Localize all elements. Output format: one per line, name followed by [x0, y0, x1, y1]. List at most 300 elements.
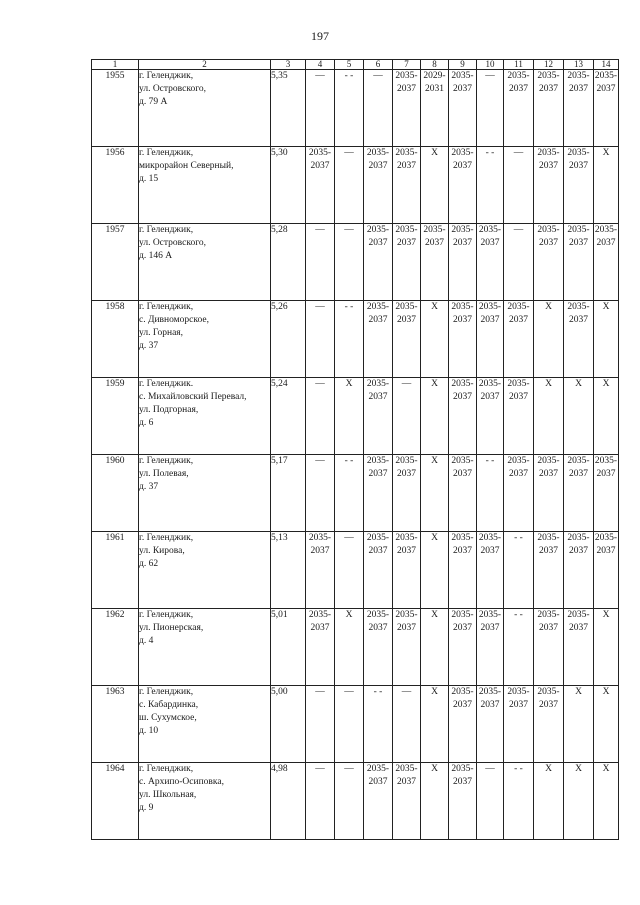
- schedule-cell-col-4: [306, 224, 335, 301]
- schedule-value: 2037: [569, 315, 588, 325]
- schedule-cell-col-5: [335, 455, 364, 532]
- address-line: ш. Сухумское,: [139, 713, 197, 723]
- schedule-cell-col-6: [364, 455, 393, 532]
- schedule-cell-col-14: [594, 686, 619, 763]
- schedule-value: —: [315, 225, 325, 235]
- schedule-cell-col-6: [364, 532, 393, 609]
- schedule-cell-col-12: [534, 455, 564, 532]
- row-number: 1957: [92, 224, 139, 301]
- schedule-value: 2037: [397, 469, 416, 479]
- schedule-cell-col-9: [449, 224, 477, 301]
- column-header-2: 2: [139, 60, 271, 70]
- schedule-value: —: [401, 379, 412, 389]
- schedule-cell-col-12: [534, 301, 564, 378]
- schedule-value: X: [431, 148, 438, 158]
- schedule-value: - -: [344, 71, 354, 81]
- address-line: д. 62: [139, 559, 159, 569]
- register-table: [91, 59, 619, 840]
- address-cell: [139, 224, 271, 301]
- schedule-value: X: [345, 379, 353, 389]
- address-line: г. Геленджик,: [139, 225, 194, 235]
- schedule-cell-col-13: [564, 224, 594, 301]
- schedule-cell-col-14: [594, 224, 619, 301]
- schedule-value: —: [344, 764, 354, 774]
- schedule-value: 2035-: [567, 148, 590, 158]
- address-line: ул. Подгорная,: [139, 405, 199, 415]
- schedule-value: 2035-: [366, 225, 390, 235]
- schedule-value: 2037: [453, 546, 472, 556]
- schedule-value: 2035-: [366, 148, 390, 158]
- schedule-value: - -: [485, 456, 495, 466]
- schedule-value: 2037: [453, 700, 472, 710]
- schedule-value: 2035-: [567, 456, 590, 466]
- schedule-value: 2037: [397, 161, 416, 171]
- schedule-cell-col-4: [306, 609, 335, 686]
- address-line: с. Михайловский Перевал,: [139, 392, 247, 402]
- schedule-value: 2037: [368, 161, 388, 171]
- address-line: д. 6: [139, 418, 154, 428]
- schedule-cell-col-13: [564, 532, 594, 609]
- schedule-cell-col-10: [477, 455, 504, 532]
- schedule-value: 2035-: [451, 302, 474, 312]
- value-cell: 5,01: [271, 609, 306, 686]
- schedule-value: - -: [485, 148, 495, 158]
- schedule-value: 2031: [425, 84, 444, 94]
- schedule-cell-col-7: [393, 686, 421, 763]
- schedule-value: 2037: [425, 238, 444, 248]
- schedule-value: 2037: [453, 84, 472, 94]
- table-row: [92, 147, 619, 224]
- address-line: д. 79 А: [139, 97, 168, 107]
- schedule-value: —: [315, 71, 325, 81]
- schedule-cell-col-5: [335, 70, 364, 147]
- schedule-value: 2035-: [537, 225, 560, 235]
- schedule-value: 2037: [539, 161, 558, 171]
- schedule-value: X: [575, 764, 582, 774]
- schedule-value: 2035-: [451, 148, 474, 158]
- schedule-cell-col-10: [477, 686, 504, 763]
- schedule-cell-col-9: [449, 686, 477, 763]
- address-cell: [139, 532, 271, 609]
- schedule-value: 2035-: [507, 302, 530, 312]
- schedule-value: —: [315, 456, 325, 466]
- schedule-value: 2035-: [395, 533, 418, 543]
- schedule-value: 2037: [397, 546, 416, 556]
- schedule-value: 2037: [539, 546, 558, 556]
- schedule-value: X: [431, 533, 438, 543]
- schedule-value: 2035-: [451, 687, 474, 697]
- schedule-value: 2035-: [366, 610, 390, 620]
- column-header-9: 9: [449, 60, 477, 70]
- address-cell: [139, 455, 271, 532]
- schedule-cell-col-14: [594, 763, 619, 840]
- schedule-cell-col-9: [449, 70, 477, 147]
- column-header-4: 4: [306, 60, 335, 70]
- address-line: д. 146 А: [139, 251, 173, 261]
- table-header: [92, 60, 619, 70]
- schedule-cell-col-11: [504, 609, 534, 686]
- schedule-value: 2035-: [537, 71, 560, 81]
- schedule-value: 2035-: [537, 687, 560, 697]
- schedule-value: 2035-: [366, 302, 390, 312]
- schedule-cell-col-4: [306, 532, 335, 609]
- schedule-value: 2035-: [507, 687, 530, 697]
- schedule-cell-col-8: [421, 686, 449, 763]
- schedule-cell-col-7: [393, 301, 421, 378]
- schedule-cell-col-12: [534, 532, 564, 609]
- schedule-cell-col-6: [364, 763, 393, 840]
- schedule-value: 2035-: [537, 148, 560, 158]
- schedule-cell-col-13: [564, 686, 594, 763]
- schedule-value: 2037: [453, 777, 472, 787]
- schedule-value: 2037: [596, 469, 616, 479]
- schedule-cell-col-5: [335, 378, 364, 455]
- schedule-value: 2037: [596, 84, 616, 94]
- table-row: [92, 763, 619, 840]
- schedule-value: 2037: [596, 238, 616, 248]
- address-line: ул. Островского,: [139, 84, 206, 94]
- schedule-value: 2037: [539, 84, 558, 94]
- value-cell: 5,30: [271, 147, 306, 224]
- schedule-value: X: [602, 379, 610, 389]
- schedule-cell-col-6: [364, 224, 393, 301]
- schedule-cell-col-5: [335, 763, 364, 840]
- schedule-cell-col-12: [534, 147, 564, 224]
- schedule-cell-col-11: [504, 301, 534, 378]
- schedule-value: 2035-: [308, 148, 332, 158]
- schedule-cell-col-9: [449, 532, 477, 609]
- schedule-value: 2037: [539, 469, 558, 479]
- address-cell: [139, 378, 271, 455]
- column-header-6: 6: [364, 60, 393, 70]
- table-row: [92, 609, 619, 686]
- value-cell: 5,24: [271, 378, 306, 455]
- address-line: с. Дивноморское,: [139, 315, 209, 325]
- schedule-cell-col-14: [594, 532, 619, 609]
- schedule-value: X: [545, 302, 552, 312]
- table-body: [92, 70, 619, 840]
- schedule-cell-col-12: [534, 70, 564, 147]
- schedule-cell-col-10: [477, 147, 504, 224]
- row-number: 1956: [92, 147, 139, 224]
- schedule-value: 2037: [310, 623, 330, 633]
- schedule-value: 2035-: [395, 610, 418, 620]
- schedule-cell-col-8: [421, 609, 449, 686]
- address-line: ул. Пионерская,: [139, 623, 204, 633]
- schedule-value: 2037: [368, 315, 388, 325]
- schedule-value: 2035-: [478, 379, 502, 389]
- schedule-value: 2035-: [507, 71, 530, 81]
- schedule-cell-col-13: [564, 70, 594, 147]
- row-number: 1959: [92, 378, 139, 455]
- value-cell: 5,35: [271, 70, 306, 147]
- schedule-value: - -: [344, 302, 354, 312]
- column-header-3: 3: [271, 60, 306, 70]
- row-number: 1963: [92, 686, 139, 763]
- schedule-value: 2035-: [451, 71, 474, 81]
- schedule-value: 2037: [509, 469, 528, 479]
- schedule-cell-col-5: [335, 609, 364, 686]
- schedule-cell-col-12: [534, 686, 564, 763]
- address-line: ул. Полевая,: [139, 469, 189, 479]
- column-header-7: 7: [393, 60, 421, 70]
- schedule-value: 2035-: [594, 225, 618, 235]
- address-line: г. Геленджик,: [139, 687, 194, 697]
- schedule-value: 2035-: [478, 302, 502, 312]
- schedule-value: 2037: [368, 392, 388, 402]
- value-cell: 5,00: [271, 686, 306, 763]
- schedule-value: 2037: [480, 546, 500, 556]
- value-cell: 5,17: [271, 455, 306, 532]
- schedule-value: 2035-: [451, 533, 474, 543]
- schedule-value: 2029-: [423, 71, 446, 81]
- schedule-cell-col-12: [534, 609, 564, 686]
- schedule-value: - -: [514, 610, 523, 620]
- schedule-value: 2035-: [594, 533, 618, 543]
- schedule-cell-col-13: [564, 378, 594, 455]
- schedule-value: 2035-: [594, 456, 618, 466]
- schedule-value: 2037: [310, 161, 330, 171]
- schedule-cell-col-7: [393, 147, 421, 224]
- address-line: микрорайон Северный,: [139, 161, 234, 171]
- schedule-value: 2037: [509, 315, 528, 325]
- schedule-value: 2035-: [395, 71, 418, 81]
- schedule-value: 2037: [453, 161, 472, 171]
- schedule-value: 2037: [368, 238, 388, 248]
- schedule-value: 2037: [368, 469, 388, 479]
- address-cell: [139, 686, 271, 763]
- address-line: г. Геленджик,: [139, 764, 194, 774]
- column-header-11: 11: [504, 60, 534, 70]
- schedule-value: —: [513, 225, 524, 235]
- schedule-cell-col-8: [421, 224, 449, 301]
- schedule-value: X: [602, 687, 610, 697]
- schedule-value: —: [401, 687, 412, 697]
- schedule-cell-col-8: [421, 70, 449, 147]
- schedule-cell-col-4: [306, 378, 335, 455]
- schedule-value: 2037: [569, 623, 588, 633]
- schedule-cell-col-6: [364, 686, 393, 763]
- column-header-8: 8: [421, 60, 449, 70]
- schedule-cell-col-13: [564, 455, 594, 532]
- address-line: ул. Кирова,: [139, 546, 185, 556]
- schedule-value: 2035-: [451, 764, 474, 774]
- schedule-value: 2035-: [451, 225, 474, 235]
- schedule-cell-col-7: [393, 455, 421, 532]
- schedule-value: 2037: [453, 623, 472, 633]
- schedule-value: —: [315, 302, 325, 312]
- schedule-value: 2037: [480, 315, 500, 325]
- schedule-value: 2037: [397, 84, 416, 94]
- schedule-value: 2037: [453, 392, 472, 402]
- schedule-value: —: [315, 379, 325, 389]
- schedule-cell-col-11: [504, 224, 534, 301]
- schedule-cell-col-11: [504, 70, 534, 147]
- schedule-value: 2035-: [366, 379, 390, 389]
- schedule-value: 2035-: [567, 610, 590, 620]
- schedule-cell-col-9: [449, 455, 477, 532]
- row-number: 1962: [92, 609, 139, 686]
- address-line: ул. Школьная,: [139, 790, 197, 800]
- schedule-cell-col-8: [421, 532, 449, 609]
- address-line: с. Архипо-Осиповка,: [139, 777, 224, 787]
- schedule-value: 2037: [397, 315, 416, 325]
- table-row: [92, 301, 619, 378]
- schedule-value: 2037: [569, 161, 588, 171]
- schedule-value: 2035-: [507, 379, 530, 389]
- address-line: д. 15: [139, 174, 159, 184]
- table-row: [92, 455, 619, 532]
- schedule-cell-col-8: [421, 147, 449, 224]
- schedule-cell-col-9: [449, 147, 477, 224]
- schedule-value: 2035-: [537, 610, 560, 620]
- address-line: с. Кабардинка,: [139, 700, 199, 710]
- schedule-value: —: [344, 687, 354, 697]
- schedule-cell-col-13: [564, 147, 594, 224]
- schedule-cell-col-6: [364, 378, 393, 455]
- schedule-cell-col-5: [335, 224, 364, 301]
- schedule-value: - -: [373, 687, 383, 697]
- schedule-value: —: [373, 71, 383, 81]
- schedule-value: 2037: [480, 392, 500, 402]
- schedule-value: 2035-: [537, 533, 560, 543]
- column-header-14: 14: [594, 60, 619, 70]
- schedule-value: X: [602, 764, 610, 774]
- schedule-value: 2035-: [478, 610, 502, 620]
- schedule-cell-col-11: [504, 455, 534, 532]
- schedule-value: 2035-: [451, 379, 474, 389]
- schedule-value: 2037: [480, 238, 500, 248]
- schedule-cell-col-6: [364, 70, 393, 147]
- address-line: г. Геленджик,: [139, 71, 194, 81]
- schedule-value: 2037: [453, 469, 472, 479]
- schedule-value: X: [431, 456, 438, 466]
- address-line: д. 37: [139, 341, 159, 351]
- schedule-cell-col-6: [364, 147, 393, 224]
- address-cell: [139, 763, 271, 840]
- address-line: д. 37: [139, 482, 159, 492]
- schedule-value: 2037: [453, 238, 472, 248]
- schedule-value: 2035-: [366, 533, 390, 543]
- schedule-value: 2037: [397, 623, 416, 633]
- table-row: [92, 532, 619, 609]
- schedule-cell-col-10: [477, 378, 504, 455]
- schedule-cell-col-14: [594, 70, 619, 147]
- schedule-value: X: [602, 148, 610, 158]
- schedule-cell-col-11: [504, 763, 534, 840]
- page-number: 197: [311, 29, 329, 43]
- schedule-cell-col-4: [306, 763, 335, 840]
- schedule-value: 2037: [569, 84, 588, 94]
- schedule-value: 2035-: [594, 71, 618, 81]
- schedule-value: X: [431, 764, 438, 774]
- schedule-value: 2037: [368, 623, 388, 633]
- schedule-value: 2035-: [451, 610, 474, 620]
- column-header-10: 10: [477, 60, 504, 70]
- schedule-value: 2037: [480, 700, 500, 710]
- address-line: г. Геленджик,: [139, 302, 194, 312]
- schedule-value: —: [513, 148, 524, 158]
- schedule-value: - -: [344, 456, 354, 466]
- schedule-value: 2037: [310, 546, 330, 556]
- schedule-value: 2037: [368, 546, 388, 556]
- schedule-cell-col-11: [504, 378, 534, 455]
- schedule-cell-col-8: [421, 301, 449, 378]
- row-number: 1955: [92, 70, 139, 147]
- schedule-cell-col-9: [449, 378, 477, 455]
- schedule-value: —: [344, 148, 354, 158]
- schedule-cell-col-14: [594, 301, 619, 378]
- value-cell: 5,13: [271, 532, 306, 609]
- schedule-value: 2035-: [537, 456, 560, 466]
- schedule-value: 2037: [509, 84, 528, 94]
- schedule-cell-col-8: [421, 763, 449, 840]
- schedule-cell-col-11: [504, 532, 534, 609]
- schedule-value: 2037: [539, 700, 558, 710]
- schedule-cell-col-5: [335, 147, 364, 224]
- schedule-cell-col-8: [421, 455, 449, 532]
- schedule-cell-col-11: [504, 147, 534, 224]
- schedule-value: 2037: [569, 546, 588, 556]
- schedule-value: —: [485, 71, 495, 81]
- address-line: г. Геленджик,: [139, 533, 194, 543]
- row-number: 1961: [92, 532, 139, 609]
- address-cell: [139, 70, 271, 147]
- address-line: г. Геленджик,: [139, 148, 194, 158]
- schedule-value: X: [431, 379, 438, 389]
- schedule-value: 2035-: [395, 148, 418, 158]
- address-line: ул. Островского,: [139, 238, 206, 248]
- schedule-value: 2035-: [567, 225, 590, 235]
- schedule-cell-col-10: [477, 609, 504, 686]
- schedule-value: X: [602, 302, 610, 312]
- schedule-cell-col-12: [534, 763, 564, 840]
- schedule-value: 2037: [397, 777, 416, 787]
- schedule-value: X: [602, 610, 610, 620]
- row-number: 1958: [92, 301, 139, 378]
- address-line: г. Геленджик,: [139, 610, 194, 620]
- schedule-cell-col-4: [306, 455, 335, 532]
- column-header-5: 5: [335, 60, 364, 70]
- schedule-value: 2035-: [567, 533, 590, 543]
- address-line: г. Геленджик.: [139, 379, 194, 389]
- value-cell: 4,98: [271, 763, 306, 840]
- address-line: д. 4: [139, 636, 154, 646]
- schedule-cell-col-10: [477, 224, 504, 301]
- schedule-value: 2037: [480, 623, 500, 633]
- schedule-value: 2037: [368, 777, 388, 787]
- row-number: 1960: [92, 455, 139, 532]
- schedule-value: —: [315, 687, 325, 697]
- schedule-value: 2035-: [366, 764, 390, 774]
- schedule-value: 2035-: [308, 533, 332, 543]
- table-row: [92, 378, 619, 455]
- address-cell: [139, 609, 271, 686]
- value-cell: 5,26: [271, 301, 306, 378]
- schedule-cell-col-12: [534, 378, 564, 455]
- schedule-cell-col-9: [449, 609, 477, 686]
- schedule-cell-col-10: [477, 301, 504, 378]
- schedule-value: X: [575, 687, 582, 697]
- schedule-value: 2035-: [395, 456, 418, 466]
- address-cell: [139, 301, 271, 378]
- schedule-value: 2037: [397, 238, 416, 248]
- schedule-value: —: [485, 764, 495, 774]
- schedule-cell-col-9: [449, 763, 477, 840]
- schedule-cell-col-13: [564, 609, 594, 686]
- schedule-value: 2037: [539, 623, 558, 633]
- schedule-value: 2035-: [478, 687, 502, 697]
